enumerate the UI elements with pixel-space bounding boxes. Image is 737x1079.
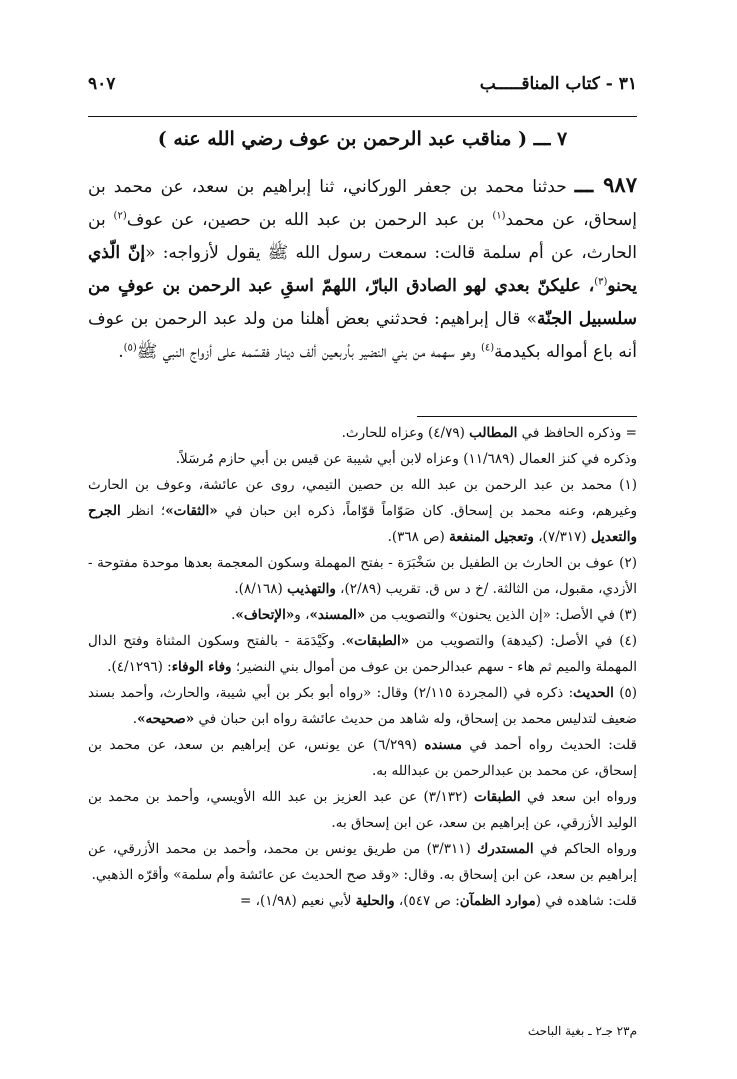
footnote-4: (٤) في الأصل: (كيدهة) والتصويب من «الطبقات». وكَيْدَمَة - بالفتح وسكون المثناة وفتح الدال المهملة والميم ثم هاء - سهم عبدالرحمن بن عوف من أموال بني النضير؛ وفاء الوفاء: (٤/١٢٩٦). [88, 633, 638, 675]
footnote-continuation: = وذكره الحافظ في المطالب (٤/٧٩) وعزاه للحارث. [341, 425, 637, 441]
hadith-text-part: بن الحارث، عن أم سلمة قالت: سمعت رسول الله ﷺ يقول لأزواجه: « [88, 210, 637, 263]
header-rule [88, 116, 637, 117]
chapter-heading: ٣١ - كتاب المناقـــــب [479, 74, 637, 94]
prophetic-quote: إنّ الّذي يحنو [88, 243, 637, 296]
footnote-5: (٥) الحديث: ذكره في (المجردة ٢/١١٥) وقال: «رواه أبو بكر بن أبي شيبة، والحارث، وأحمد بسند ضعيف لتدليس محمد بن إسحاق، وله شاهد من حديث عائشة رواه ابن حبان في «صحيحه». [88, 685, 638, 727]
hadith-text-part: . [118, 342, 124, 362]
hadith-text [88, 168, 637, 369]
prophetic-quote: ، عليكنّ بعدي لهو الصادق البارّ، اللهمّ اسقِ عبد الرحمن بن عوفٍ من سلسبيل الجنّة [88, 276, 637, 329]
hadith-text-part: وهو سهمه من بني النضير بأربعين ألف دينار فقسّمه على أزواج النبي ﷺ [136, 342, 481, 362]
hadith-paragraph [88, 168, 637, 369]
footnote-note: قلت: الحديث رواه أحمد في مسنده (٦/٢٩٩) عن يونس، عن إبراهيم بن سعد، عن محمد بن إسحاق، عن محمد بن عبدالرحمن بن عبدالله به. [88, 737, 637, 779]
footnotes [88, 420, 637, 914]
footnote-ref-4: (٤) [480, 342, 495, 354]
footnote-1: (١) محمد بن عبد الرحمن بن عبد الله بن حصين التيمي، روى عن عائشة، وعوف بن الحارث وغيرهم، وعنه محمد بن إسحاق. كان صَوّاماً قوّاماً، ذكره ابن حبان في «الثقات»؛ انظر الجرح والتعديل (٧/٣١٧)، وتعجيل المنفعة (ص ٣٦٨). [88, 477, 638, 545]
footnote-2: (٢) عوف بن الحارث بن الطفيل بن سَخْبَرَة - بفتح المهملة وسكون المعجمة بعدها موحدة مفتوحة - الأزدي، مقبول، من الثالثة. /خ د س ق. تقريب (٢/٨٩)، والتهذيب (٨/١٦٨). [88, 555, 637, 597]
hadith-number: ٩٨٧ ـــ [574, 172, 637, 197]
hadith-text-part: » قال إبراهيم: فحدثني بعض أهلنا من ولد عبد الرحمن بن عوف أنه باع أمواله بكيدمة [88, 309, 637, 362]
footnote-note: ورواه ابن سعد في الطبقات (٣/١٣٢) عن عبد العزيز بن عبد الله الأويسي، وأحمد بن محمد بن الوليد الأزرقي، عن إبراهيم بن سعد، عن ابن إسحاق به. [88, 789, 637, 831]
footnote-ref-2: (٢) [113, 210, 127, 222]
hadith-text-part: بن عبد الرحمن بن عبد الله بن حصين، عن عوف [126, 210, 493, 230]
footnote-note: ورواه الحاكم في المستدرك (٣/٣١١) من طريق يونس بن محمد، وأحمد بن محمد الأزرقي، عن إبراهيم بن سعد، عن ابن إسحاق به. وقال: «وقد صح الحديث عن عائشة وأم سلمة» وأقرّه الذهبي. [88, 841, 637, 883]
footnote-separator [417, 416, 637, 417]
footnote-continuation: وذكره في كنز العمال (١١/٦٨٩) وعزاه لابن أبي شيبة عن قيس بن أبي حازم مُرسَلاً. [175, 451, 637, 467]
printer-signature: م٢٣ جـ٢ ـ بغية الباحث [527, 1024, 637, 1038]
section-title: ٧ ـــ ( مناقب عبد الرحمن بن عوف رضي الله عنه ) [157, 128, 568, 150]
footnote-3: (٣) في الأصل: «إن الذين يحنون» والتصويب من «المسند»، و«الإتحاف». [231, 607, 637, 623]
footnote-ref-5: (٥) [123, 342, 137, 354]
running-header [88, 72, 637, 100]
page-number: ٩٠٧ [88, 74, 116, 94]
footnote-ref-1: (١) [492, 210, 506, 222]
footnote-note: قلت: شاهده في (موارد الظمآن: ص ٥٤٧)، والحلية لأبي نعيم (١/٩٨)، = [239, 893, 637, 909]
hadith-text-part: حدثنا محمد بن جعفر الوركاني، ثنا إبراهيم بن سعد، عن محمد بن إسحاق، عن محمد [88, 177, 637, 230]
footnote-ref-3: (٣) [594, 276, 608, 288]
